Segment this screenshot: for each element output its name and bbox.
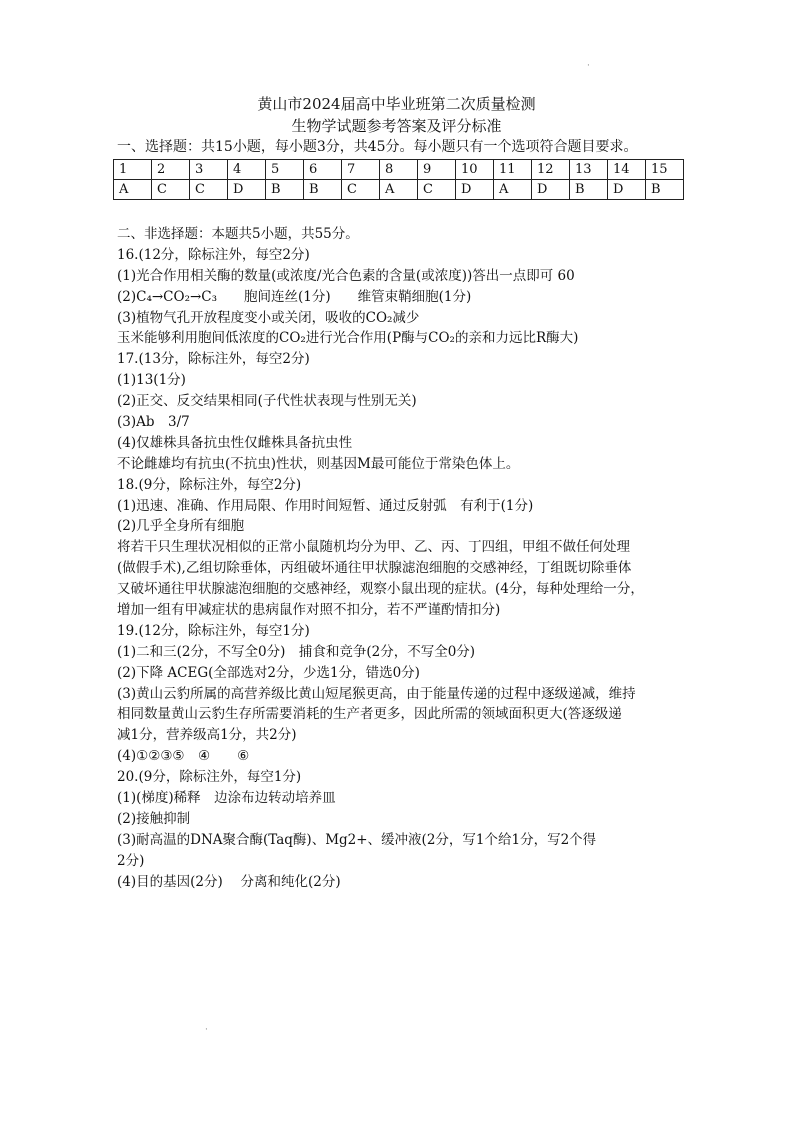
q20-answer-line: (3)耐高温的DNA聚合酶(Taq酶)、Mg2+、缓冲液(2分，写1个给1分，写2个得 — [117, 831, 597, 848]
answer-cell: C — [190, 180, 228, 200]
answer-cell: A — [114, 180, 152, 200]
answer-cell: D — [228, 180, 266, 200]
question-number-cell: 11 — [494, 160, 532, 180]
question-number-cell: 2 — [152, 160, 190, 180]
question-number-cell: 14 — [608, 160, 646, 180]
answer-cell: C — [342, 180, 380, 200]
answer-cell: D — [608, 180, 646, 200]
q16-answer-line: 玉米能够利用胞间低浓度的CO₂进行光合作用(P酶与CO₂的亲和力远比R酶大) — [117, 330, 579, 347]
answer-table-number-row — [114, 160, 684, 180]
q17-heading: 17.(13分，除标注外，每空2分) — [117, 351, 310, 368]
corner-dot-mark: · — [587, 61, 590, 71]
question-number-cell: 3 — [190, 160, 228, 180]
question-number-cell: 15 — [646, 160, 684, 180]
question-number-cell: 7 — [342, 160, 380, 180]
q19-answer-line: (1)二和三(2分，不写全0分) 捕食和竞争(2分，不写全0分) — [117, 643, 476, 660]
q20-answer-line: (4)目的基因(2分) 分离和纯化(2分) — [117, 873, 341, 890]
answer-cell: B — [266, 180, 304, 200]
answer-cell: D — [532, 180, 570, 200]
q17-answer-line: (3)Ab 3/7 — [117, 414, 190, 431]
answer-table — [113, 159, 684, 200]
q18-answer-line: 将若干只生理状况相似的正常小鼠随机均分为甲、乙、丙、丁四组，甲组不做任何处理 — [117, 539, 630, 556]
q18-answer-line: 又破坏通往甲状腺滤泡细胞的交感神经，观察小鼠出现的症状。(4分，每种处理给一分， — [117, 581, 644, 598]
q18-answer-line: 增加一组有甲减症状的患病鼠作对照不扣分，若不严谨酌情扣分) — [117, 602, 501, 619]
q16-answer-line: (1)光合作用相关酶的数量(或浓度/光合色素的含量(或浓度))答出一点即可 60 — [117, 267, 575, 284]
answer-cell: C — [418, 180, 456, 200]
question-number-cell: 12 — [532, 160, 570, 180]
q19-answer-line: 相同数量黄山云豹生存所需要消耗的生产者更多，因此所需的领域面积更大(答逐级递 — [117, 706, 622, 723]
answer-cell: C — [152, 180, 190, 200]
question-number-cell: 5 — [266, 160, 304, 180]
answer-cell: B — [646, 180, 684, 200]
document-subtitle: 生物学试题参考答案及评分标准 — [291, 117, 502, 135]
question-number-cell: 10 — [456, 160, 494, 180]
q20-answer-line: (2)接触抑制 — [117, 810, 191, 827]
q18-answer-line: (做假手术),乙组切除垂体，丙组破坏通往甲状腺滤泡细胞的交感神经，丁组既切除垂体 — [117, 560, 632, 577]
q17-answer-line: (1)13(1分) — [117, 372, 186, 389]
answer-cell: A — [494, 180, 532, 200]
q18-answer-line: (2)几乎全身所有细胞 — [117, 518, 245, 535]
q17-answer-line: (2)正交、反交结果相同(子代性状表现与性别无关) — [117, 393, 417, 410]
answer-cell: B — [304, 180, 342, 200]
q16-answer-line: (3)植物气孔开放程度变小或关闭，吸收的CO₂减少 — [117, 309, 420, 326]
q17-answer-line: (4)仅雄株具备抗虫性仅雌株具备抗虫性 — [117, 434, 353, 451]
q17-answer-line: 不论雌雄均有抗虫(不抗虫)性状，则基因M最可能位于常染色体上。 — [117, 455, 520, 472]
answer-cell: A — [380, 180, 418, 200]
q19-heading: 19.(12分，除标注外，每空1分) — [117, 622, 310, 639]
question-number-cell: 13 — [570, 160, 608, 180]
q19-answer-line: 减1分，营养级高1分，共2分) — [117, 727, 297, 744]
q16-answer-line: (2)C₄→CO₂→C₃ 胞间连丝(1分) 维管束鞘细胞(1分) — [117, 288, 472, 305]
document-title: 黄山市2024届高中毕业班第二次质量检测 — [257, 95, 536, 113]
answer-cell: D — [456, 180, 494, 200]
q16-heading: 16.(12分，除标注外，每空2分) — [117, 246, 310, 263]
q19-answer-line: (2)下降 ACEG(全部选对2分，少选1分，错选0分) — [117, 664, 420, 681]
q19-answer-line: (4)①②③⑤ ④ ⑥ — [117, 748, 250, 765]
section1-heading: 一、选择题：共15小题，每小题3分，共45分。每小题只有一个选项符合题目要求。 — [117, 139, 638, 155]
q20-heading: 20.(9分，除标注外，每空1分) — [117, 769, 302, 786]
q18-answer-line: (1)迅速、准确、作用局限、作用时间短暂、通过反射弧 有利于(1分) — [117, 497, 534, 514]
question-number-cell: 4 — [228, 160, 266, 180]
section2-body — [117, 224, 687, 893]
answer-table-answer-row — [114, 180, 684, 200]
question-number-cell: 9 — [418, 160, 456, 180]
answer-cell: B — [570, 180, 608, 200]
question-number-cell: 6 — [304, 160, 342, 180]
section2-heading: 二、非选择题：本题共5小题，共55分。 — [117, 226, 359, 242]
q20-answer-line: 2分) — [117, 852, 145, 869]
q20-answer-line: (1)(梯度)稀释 边涂布边转动培养皿 — [117, 790, 336, 807]
q19-answer-line: (3)黄山云豹所属的高营养级比黄山短尾猴更高，由于能量传递的过程中逐级递减，维持 — [117, 685, 636, 702]
question-number-cell: 8 — [380, 160, 418, 180]
q18-heading: 18.(9分，除标注外，每空2分) — [117, 476, 302, 493]
question-number-cell: 1 — [114, 160, 152, 180]
footer-dot-mark: · — [205, 1025, 208, 1035]
